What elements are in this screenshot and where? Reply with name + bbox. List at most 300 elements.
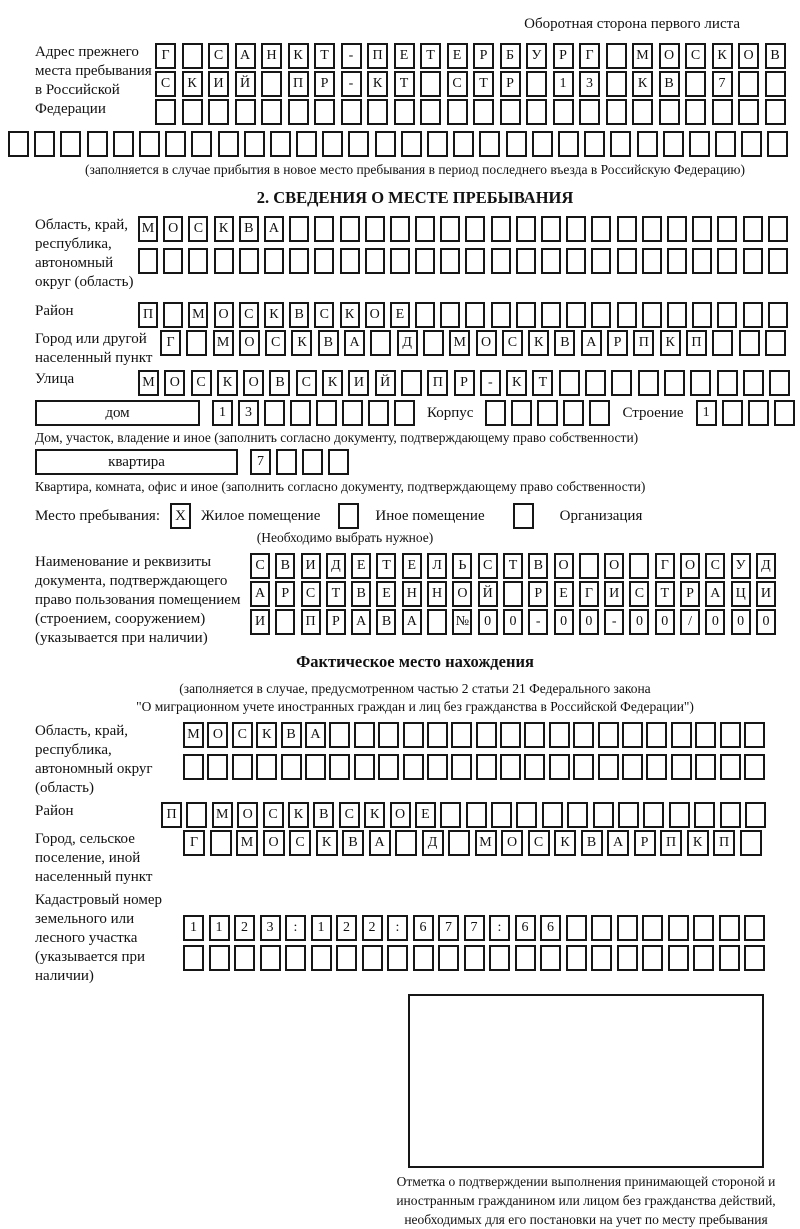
char-cell[interactable]: К [364,802,385,828]
char-cell[interactable] [591,302,611,328]
char-cell[interactable] [671,754,692,780]
char-cell[interactable] [617,302,637,328]
char-cell[interactable]: 1 [553,71,574,97]
char-cell[interactable]: Р [680,581,700,607]
char-cell[interactable] [451,754,472,780]
char-cell[interactable]: А [235,43,256,69]
char-cell[interactable]: 0 [731,609,751,635]
char-cell[interactable] [689,131,710,157]
char-cell[interactable] [692,216,712,242]
char-cell[interactable]: А [264,216,284,242]
char-cell[interactable] [214,248,234,274]
char-cell[interactable] [642,302,662,328]
char-cell[interactable]: У [526,43,547,69]
char-cell[interactable] [415,248,435,274]
char-cell[interactable] [208,99,229,125]
char-cell[interactable]: 0 [554,609,574,635]
char-cell[interactable] [668,945,689,971]
char-cell[interactable]: Т [503,553,523,579]
char-cell[interactable] [506,131,527,157]
char-cell[interactable] [720,802,741,828]
char-cell[interactable] [261,99,282,125]
char-cell[interactable]: С [314,302,334,328]
char-cell[interactable]: К [316,830,338,856]
char-cell[interactable] [270,131,291,157]
char-cell[interactable]: Н [261,43,282,69]
char-cell[interactable] [642,248,662,274]
char-cell[interactable]: П [161,802,182,828]
char-cell[interactable] [717,216,737,242]
char-cell[interactable] [491,216,511,242]
char-cell[interactable] [415,302,435,328]
char-cell[interactable] [549,722,570,748]
char-cell[interactable]: В [318,330,339,356]
char-cell[interactable] [741,131,762,157]
char-cell[interactable] [370,330,391,356]
char-cell[interactable] [420,71,441,97]
char-cell[interactable]: П [288,71,309,97]
char-cell[interactable] [139,131,160,157]
char-cell[interactable] [717,370,738,396]
char-cell[interactable]: Е [394,43,415,69]
char-cell[interactable]: Й [235,71,256,97]
char-cell[interactable] [591,915,612,941]
char-cell[interactable] [296,131,317,157]
char-cell[interactable] [659,99,680,125]
char-cell[interactable] [669,802,690,828]
char-cell[interactable]: Т [376,553,396,579]
char-cell[interactable] [558,131,579,157]
char-cell[interactable] [503,581,523,607]
char-cell[interactable] [188,248,208,274]
char-cell[interactable] [340,248,360,274]
char-cell[interactable] [744,722,765,748]
char-cell[interactable]: К [182,71,203,97]
char-cell[interactable]: 1 [311,915,332,941]
char-cell[interactable]: О [738,43,759,69]
char-cell[interactable]: П [686,330,707,356]
char-cell[interactable] [390,216,410,242]
char-cell[interactable] [743,302,763,328]
char-cell[interactable] [719,915,740,941]
char-cell[interactable] [642,216,662,242]
char-cell[interactable] [485,400,506,426]
char-cell[interactable] [617,945,638,971]
char-cell[interactable] [234,945,255,971]
char-cell[interactable]: М [138,370,159,396]
char-cell[interactable]: К [687,830,709,856]
char-cell[interactable]: И [208,71,229,97]
char-cell[interactable]: О [207,722,228,748]
char-cell[interactable] [288,99,309,125]
char-cell[interactable] [464,945,485,971]
char-cell[interactable] [611,370,632,396]
char-cell[interactable]: М [212,802,233,828]
char-cell[interactable] [163,302,183,328]
char-cell[interactable]: М [475,830,497,856]
char-cell[interactable] [617,248,637,274]
char-cell[interactable]: 7 [250,449,271,475]
char-cell[interactable]: О [163,216,183,242]
char-cell[interactable]: Р [314,71,335,97]
char-cell[interactable] [638,370,659,396]
char-cell[interactable]: К [291,330,312,356]
stay-type-checkbox-organization[interactable] [513,503,534,529]
char-cell[interactable] [413,945,434,971]
char-cell[interactable] [537,400,558,426]
char-cell[interactable] [526,71,547,97]
char-cell[interactable]: - [528,609,548,635]
char-cell[interactable]: М [183,722,204,748]
char-cell[interactable] [540,945,561,971]
char-cell[interactable]: Д [326,553,346,579]
char-cell[interactable] [743,216,763,242]
char-cell[interactable] [591,216,611,242]
char-cell[interactable] [579,553,599,579]
char-cell[interactable] [637,131,658,157]
char-cell[interactable] [629,553,649,579]
char-cell[interactable] [720,754,741,780]
char-cell[interactable]: К [288,43,309,69]
char-cell[interactable]: О [263,830,285,856]
char-cell[interactable] [367,99,388,125]
char-cell[interactable] [440,302,460,328]
char-cell[interactable] [209,945,230,971]
char-cell[interactable] [692,248,712,274]
char-cell[interactable]: О [164,370,185,396]
char-cell[interactable] [281,754,302,780]
char-cell[interactable] [165,131,186,157]
char-cell[interactable]: К [214,216,234,242]
char-cell[interactable] [553,99,574,125]
char-cell[interactable] [491,802,512,828]
char-cell[interactable]: В [581,830,603,856]
char-cell[interactable] [427,131,448,157]
char-cell[interactable]: О [452,581,472,607]
char-cell[interactable]: Т [420,43,441,69]
char-cell[interactable] [671,722,692,748]
char-cell[interactable] [427,722,448,748]
char-cell[interactable] [186,802,207,828]
char-cell[interactable]: П [301,609,321,635]
char-cell[interactable]: М [188,302,208,328]
char-cell[interactable]: В [351,581,371,607]
char-cell[interactable] [566,302,586,328]
char-cell[interactable] [362,945,383,971]
char-cell[interactable] [744,945,765,971]
char-cell[interactable] [290,400,311,426]
char-cell[interactable]: О [680,553,700,579]
char-cell[interactable] [643,802,664,828]
char-cell[interactable] [516,216,536,242]
char-cell[interactable]: Т [532,370,553,396]
char-cell[interactable]: О [604,553,624,579]
char-cell[interactable] [768,302,788,328]
char-cell[interactable] [311,945,332,971]
char-cell[interactable]: И [348,370,369,396]
char-cell[interactable] [395,830,417,856]
char-cell[interactable] [720,722,741,748]
char-cell[interactable] [695,754,716,780]
char-cell[interactable] [690,370,711,396]
char-cell[interactable]: Т [314,43,335,69]
char-cell[interactable] [606,71,627,97]
char-cell[interactable] [591,248,611,274]
char-cell[interactable] [378,722,399,748]
char-cell[interactable] [719,945,740,971]
char-cell[interactable] [622,722,643,748]
char-cell[interactable]: В [275,553,295,579]
char-cell[interactable] [276,449,297,475]
char-cell[interactable] [541,248,561,274]
char-cell[interactable]: И [301,553,321,579]
char-cell[interactable]: Л [427,553,447,579]
char-cell[interactable]: 0 [579,609,599,635]
char-cell[interactable]: К [322,370,343,396]
char-cell[interactable]: Е [390,302,410,328]
char-cell[interactable]: А [402,609,422,635]
char-cell[interactable] [285,945,306,971]
char-cell[interactable]: О [659,43,680,69]
char-cell[interactable] [314,216,334,242]
char-cell[interactable] [598,722,619,748]
char-cell[interactable] [340,216,360,242]
char-cell[interactable]: № [452,609,472,635]
char-cell[interactable]: А [250,581,270,607]
char-cell[interactable] [740,830,762,856]
char-cell[interactable] [585,370,606,396]
char-cell[interactable]: С [191,370,212,396]
char-cell[interactable]: К [340,302,360,328]
char-cell[interactable]: Й [375,370,396,396]
char-cell[interactable] [739,330,760,356]
char-cell[interactable] [712,99,733,125]
char-cell[interactable]: А [369,830,391,856]
char-cell[interactable]: Й [478,581,498,607]
char-cell[interactable] [717,302,737,328]
char-cell[interactable] [768,216,788,242]
char-cell[interactable]: 0 [629,609,649,635]
char-cell[interactable] [765,99,786,125]
char-cell[interactable]: Е [415,802,436,828]
char-cell[interactable]: У [731,553,751,579]
char-cell[interactable]: М [632,43,653,69]
char-cell[interactable]: А [581,330,602,356]
char-cell[interactable] [387,945,408,971]
char-cell[interactable] [685,99,706,125]
char-cell[interactable] [743,248,763,274]
char-cell[interactable] [516,302,536,328]
char-cell[interactable] [500,754,521,780]
char-cell[interactable] [138,248,158,274]
char-cell[interactable]: В [281,722,302,748]
char-cell[interactable] [567,802,588,828]
char-cell[interactable] [559,370,580,396]
char-cell[interactable]: Ь [452,553,472,579]
char-cell[interactable] [489,945,510,971]
char-cell[interactable] [403,754,424,780]
char-cell[interactable] [183,945,204,971]
char-cell[interactable] [694,802,715,828]
char-cell[interactable]: 6 [540,915,561,941]
char-cell[interactable] [642,945,663,971]
char-cell[interactable]: В [376,609,396,635]
char-cell[interactable]: С [289,830,311,856]
char-cell[interactable] [113,131,134,157]
char-cell[interactable] [515,945,536,971]
char-cell[interactable]: 3 [260,915,281,941]
char-cell[interactable] [622,754,643,780]
char-cell[interactable] [667,216,687,242]
char-cell[interactable] [186,330,207,356]
char-cell[interactable]: О [239,330,260,356]
char-cell[interactable]: 0 [705,609,725,635]
char-cell[interactable] [342,400,363,426]
char-cell[interactable]: Т [394,71,415,97]
char-cell[interactable] [155,99,176,125]
char-cell[interactable]: - [341,71,362,97]
char-cell[interactable]: Т [655,581,675,607]
char-cell[interactable]: - [480,370,501,396]
char-cell[interactable] [617,216,637,242]
char-cell[interactable]: 7 [464,915,485,941]
char-cell[interactable] [593,802,614,828]
char-cell[interactable] [767,131,788,157]
char-cell[interactable] [305,754,326,780]
char-cell[interactable]: В [289,302,309,328]
char-cell[interactable] [579,99,600,125]
char-cell[interactable] [693,915,714,941]
char-cell[interactable]: Р [553,43,574,69]
char-cell[interactable]: К [632,71,653,97]
char-cell[interactable]: Р [500,71,521,97]
char-cell[interactable]: В [342,830,364,856]
char-cell[interactable] [692,302,712,328]
char-cell[interactable] [466,802,487,828]
char-cell[interactable] [618,802,639,828]
char-cell[interactable]: К [554,830,576,856]
char-cell[interactable]: А [344,330,365,356]
char-cell[interactable]: О [214,302,234,328]
char-cell[interactable]: О [237,802,258,828]
char-cell[interactable] [8,131,29,157]
char-cell[interactable]: К [217,370,238,396]
char-cell[interactable] [606,99,627,125]
char-cell[interactable] [403,722,424,748]
char-cell[interactable]: С [629,581,649,607]
char-cell[interactable]: 0 [655,609,675,635]
char-cell[interactable] [646,722,667,748]
char-cell[interactable] [542,802,563,828]
char-cell[interactable] [244,131,265,157]
char-cell[interactable]: - [341,43,362,69]
char-cell[interactable]: О [501,830,523,856]
char-cell[interactable] [491,248,511,274]
char-cell[interactable] [476,722,497,748]
char-cell[interactable]: : [387,915,408,941]
char-cell[interactable] [541,302,561,328]
char-cell[interactable] [465,216,485,242]
char-cell[interactable] [606,43,627,69]
char-cell[interactable] [695,722,716,748]
stay-type-checkbox-other-premises[interactable] [338,503,359,529]
char-cell[interactable]: Ц [731,581,751,607]
char-cell[interactable]: Р [634,830,656,856]
char-cell[interactable]: К [712,43,733,69]
char-cell[interactable]: О [390,802,411,828]
char-cell[interactable] [744,915,765,941]
char-cell[interactable] [322,131,343,157]
char-cell[interactable] [765,71,786,97]
char-cell[interactable] [232,754,253,780]
char-cell[interactable] [375,131,396,157]
char-cell[interactable]: 2 [234,915,255,941]
char-cell[interactable] [663,131,684,157]
char-cell[interactable] [420,99,441,125]
char-cell[interactable]: 0 [756,609,776,635]
char-cell[interactable]: Г [160,330,181,356]
char-cell[interactable]: П [427,370,448,396]
char-cell[interactable]: И [250,609,270,635]
char-cell[interactable] [526,99,547,125]
char-cell[interactable]: В [765,43,786,69]
char-cell[interactable] [329,754,350,780]
char-cell[interactable]: К [256,722,277,748]
char-cell[interactable] [541,216,561,242]
char-cell[interactable] [314,248,334,274]
char-cell[interactable] [768,248,788,274]
char-cell[interactable] [584,131,605,157]
char-cell[interactable]: А [705,581,725,607]
char-cell[interactable]: 6 [413,915,434,941]
char-cell[interactable] [715,131,736,157]
char-cell[interactable] [573,754,594,780]
char-cell[interactable] [163,248,183,274]
char-cell[interactable] [524,722,545,748]
char-cell[interactable]: И [756,581,776,607]
char-cell[interactable] [207,754,228,780]
char-cell[interactable] [440,216,460,242]
char-cell[interactable] [712,330,733,356]
char-cell[interactable]: Н [427,581,447,607]
char-cell[interactable]: : [489,915,510,941]
char-cell[interactable]: : [285,915,306,941]
char-cell[interactable]: Г [155,43,176,69]
char-cell[interactable] [617,915,638,941]
char-cell[interactable]: 3 [238,400,259,426]
char-cell[interactable]: С [263,802,284,828]
char-cell[interactable]: В [269,370,290,396]
char-cell[interactable] [447,99,468,125]
char-cell[interactable] [427,609,447,635]
char-cell[interactable]: Т [326,581,346,607]
char-cell[interactable] [365,216,385,242]
char-cell[interactable] [524,754,545,780]
char-cell[interactable]: 1 [212,400,233,426]
char-cell[interactable] [440,248,460,274]
char-cell[interactable] [667,248,687,274]
char-cell[interactable] [328,449,349,475]
char-cell[interactable]: Р [326,609,346,635]
char-cell[interactable]: М [236,830,258,856]
char-cell[interactable]: В [239,216,259,242]
char-cell[interactable] [566,915,587,941]
char-cell[interactable] [289,216,309,242]
char-cell[interactable]: К [660,330,681,356]
char-cell[interactable] [314,99,335,125]
char-cell[interactable]: 1 [183,915,204,941]
char-cell[interactable] [210,830,232,856]
